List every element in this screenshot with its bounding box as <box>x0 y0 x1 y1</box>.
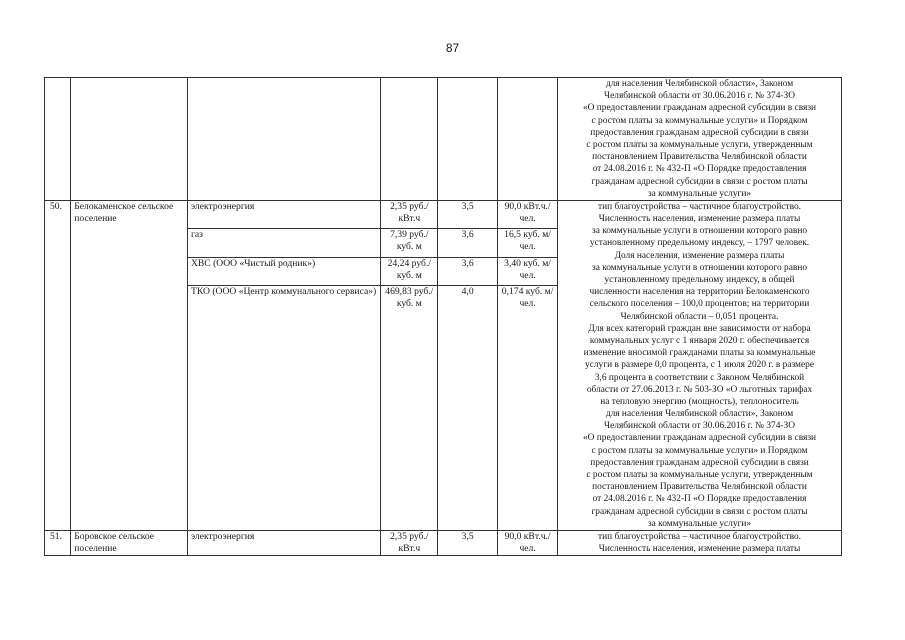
empty-cell <box>438 78 498 201</box>
settlement-name: Белокаменское сельское поселение <box>71 200 188 530</box>
service-electricity: электроэнергия <box>187 200 380 228</box>
text-line: постановлением Правительства Челябинской области <box>592 152 807 163</box>
norm-value: 16,5 куб. м/чел. <box>498 229 558 257</box>
norm-value: 0,174 куб. м/чел. <box>498 285 558 530</box>
row-51 <box>45 530 842 555</box>
text-line: 3,6 процента в соответствии с Законом Челябинской <box>594 372 805 383</box>
tariff-value: 7,39 руб./куб. м <box>381 229 438 257</box>
text-line: с ростом платы за коммунальные услуги, утвержденным <box>586 139 813 150</box>
text-line: изменение вносимой гражданами платы за коммунальные <box>583 348 816 359</box>
text-line: с ростом платы за коммунальные услуги» и Порядком <box>591 115 808 126</box>
text-line: за коммунальные услуги» <box>647 188 752 199</box>
increase-value: 3,6 <box>438 229 498 257</box>
text-line: коммунальных услуг с 1 января 2020 г. обеспечивается <box>589 335 810 346</box>
empty-cell <box>498 78 558 201</box>
continuation-description <box>558 78 842 201</box>
text-line: для населения Челябинской области», Законом <box>605 409 794 420</box>
text-line: на тепловую энергию (мощность), теплоноситель <box>600 396 799 407</box>
text-line: постановлением Правительства Челябинской области <box>592 482 807 493</box>
text-line: Численность населения, изменение размера платы <box>598 214 801 225</box>
tariff-table-frame <box>44 77 842 567</box>
empty-cell <box>187 78 380 201</box>
empty-cell <box>381 78 438 201</box>
text-line: за коммунальные услуги» <box>647 518 752 529</box>
text-line: Для всех категорий граждан вне зависимости от набора <box>588 323 811 334</box>
text-line: с ростом платы за коммунальные услуги, утвержденным <box>586 470 813 480</box>
row-number: 51. <box>45 530 71 555</box>
text-line: для населения Челябинской области», Законом <box>605 79 794 89</box>
norm-value: 90,0 кВт.ч./чел. <box>498 200 558 228</box>
settlement-name: Боровское сельское поселение <box>71 530 188 555</box>
continuation-row <box>45 78 842 201</box>
text-line: Доля населения, изменение размера платы <box>614 250 785 261</box>
text-line: численности населения на территории Белокаменского <box>589 287 810 298</box>
text-line: Челябинской области от 30.06.2016 г. № 374-ЗО <box>604 91 795 102</box>
description-cell <box>558 530 842 555</box>
service-tko: ТКО (ООО «Центр коммунального сервиса») <box>187 285 380 530</box>
service-electricity: электроэнергия <box>187 530 380 555</box>
description-cell <box>558 200 842 530</box>
increase-value: 4,0 <box>438 285 498 530</box>
tariff-value: 2,35 руб./кВт.ч <box>381 530 438 555</box>
text-line: гражданам адресной субсидии в связи с ростом платы <box>591 506 808 517</box>
service-gas: газ <box>187 229 380 257</box>
text-line: тип благоустройства – частичное благоустройство. <box>598 201 801 212</box>
text-line: Челябинской области – 0,051 процента. <box>620 311 779 322</box>
text-line: гражданам адресной субсидии в связи с ростом платы <box>591 176 808 187</box>
tariff-table <box>44 77 842 556</box>
text-line: с ростом платы за коммунальные услуги» и Порядком <box>591 445 808 456</box>
increase-value: 3,5 <box>438 200 498 228</box>
increase-value: 3,5 <box>438 530 498 555</box>
text-line: «О предоставлении гражданам адресной субсидии в связи <box>582 433 817 444</box>
text-line: установленному предельному индексу, – 1797 человек. <box>589 238 810 249</box>
text-line: Челябинской области от 30.06.2016 г. № 374-ЗО <box>604 421 795 432</box>
text-line: предоставления гражданам адресной субсидии в связи <box>590 127 809 138</box>
text-line: сельского поселения – 100,0 процентов; на территории <box>589 299 810 310</box>
text-line: услуги в размере 0,0 процента, с 1 июля 2020 г. в размере <box>585 360 814 371</box>
tariff-value: 2,35 руб./кВт.ч <box>381 200 438 228</box>
tariff-value: 24,24 руб./куб. м <box>381 257 438 285</box>
norm-value: 3,40 куб. м/чел. <box>498 257 558 285</box>
text-line: тип благоустройства – частичное благоустройство. <box>598 531 801 542</box>
row-number: 50. <box>45 200 71 530</box>
text-line: за коммунальные услуги в отношении которого равно <box>592 262 808 273</box>
row-50 <box>45 200 842 228</box>
text-line: области от 27.06.2013 г. № 503-ЗО «О льготных тарифах <box>586 384 813 395</box>
norm-value: 90,0 кВт.ч./чел. <box>498 530 558 555</box>
text-line: установленному предельному индексу, в общей <box>604 275 795 285</box>
empty-cell <box>45 78 71 201</box>
tariff-value: 469,83 руб./куб. м <box>381 285 438 530</box>
increase-value: 3,6 <box>438 257 498 285</box>
text-line: предоставления гражданам адресной субсидии в связи <box>590 457 809 468</box>
text-line: от 24.08.2016 г. № 432-П «О Порядке предоставления <box>592 494 807 505</box>
text-line: от 24.08.2016 г. № 432-П «О Порядке предоставления <box>592 164 807 175</box>
text-line: за коммунальные услуги в отношении которого равно <box>592 226 808 237</box>
page-number: 87 <box>445 41 460 55</box>
text-line: «О предоставлении гражданам адресной субсидии в связи <box>582 103 817 114</box>
empty-cell <box>71 78 188 201</box>
service-hvs: ХВС (ООО «Чистый родник») <box>187 257 380 285</box>
text-line: Численность населения, изменение размера платы <box>598 544 801 555</box>
